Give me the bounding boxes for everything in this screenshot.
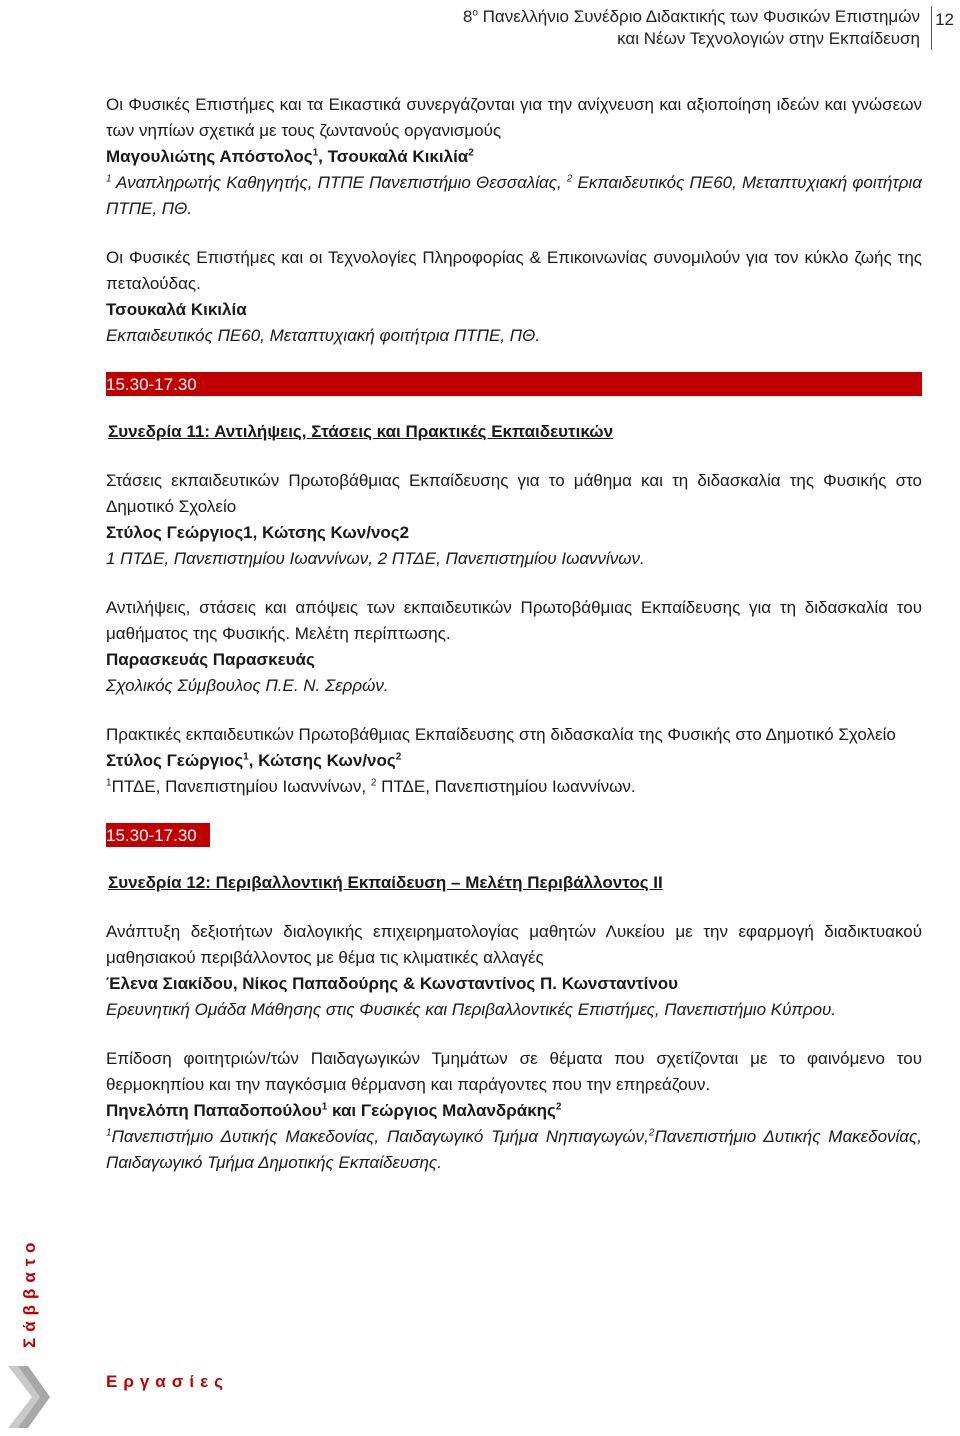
header-divider [931,6,932,50]
paper-title: Πρακτικές εκπαιδευτικών Πρωτοβάθμιας Εκπαίδευσης στη διδασκαλία της Φυσικής στο Δημοτικό Σχολείο [106,725,896,744]
paper-title: Ανάπτυξη δεξιοτήτων διαλογικής επιχειρηματολογίας μαθητών Λυκείου με την εφαρμογή διαδικτυακού μαθησιακού περιβάλλοντος με θέμα τις κλιματικές αλλαγές [106,922,922,967]
paper-authors: Πηνελόπη Παπαδοπούλου$^1$ και Γεώργιος Μαλανδράκης$^2$ [106,1101,562,1120]
paper-affiliation: $^1$ Αναπληρωτής Καθηγητής, ΠΤΠΕ Πανεπιστήμιο Θεσσαλίας, $^2$ Εκπαιδευτικός ΠΕ60, Μεταπτυχιακή φοιτήτρια ΠΤΠΕ, ΠΘ. [106,173,922,218]
session-time-bar: 15.30-17.30 [106,823,210,847]
paper-entry [106,245,922,349]
footer-section-label: Εργασίες [106,1372,230,1391]
program-content [106,92,922,1176]
paper-title: Επίδοση φοιτητριών/τών Παιδαγωγικών Τμημάτων σε θέματα που σχετίζονται με το φαινόμενο του θερμοκηπίου και την παγκόσμια θέρμανση και παράγοντες που την επηρεάζουν. [106,1049,922,1094]
side-day-label: Σάββατο [20,1236,39,1348]
paper-entry [106,468,922,572]
paper-authors: Έλενα Σιακίδου, Νίκος Παπαδούρης & Κωνσταντίνος Π. Κωνσταντίνου [106,974,679,993]
page-number: 12 [935,10,954,29]
paper-entry [106,595,922,699]
paper-authors: Στύλος Γεώργιος1, Κώτσης Κων/νος2 [106,523,410,542]
paper-title: Αντιλήψεις, στάσεις και απόψεις των εκπαιδευτικών Πρωτοβάθμιας Εκπαίδευσης για τη διδασκαλία του μαθήματος της Φυσικής. Μελέτη περίπτωσης. [106,598,922,643]
paper-affiliation: Σχολικός Σύμβουλος Π.Ε. Ν. Σερρών. [106,676,389,695]
paper-entry [106,919,922,1023]
paper-title: Οι Φυσικές Επιστήμες και οι Τεχνολογίες Πληροφορίας & Επικοινωνίας συνομιλούν για τον κύκλο ζωής της πεταλούδας. [106,248,922,293]
page-header [0,4,960,52]
paper-affiliation: Ερευνητική Ομάδα Μάθησης στις Φυσικές και Περιβαλλοντικές Επιστήμες, Πανεπιστήμιο Κύπρου. [106,1000,837,1019]
paper-entry [106,92,922,222]
session-title: Συνεδρία 12: Περιβαλλοντική Εκπαίδευση – Μελέτη Περιβάλλοντος ΙΙ [108,873,663,892]
session-title: Συνεδρία 11: Αντιλήψεις, Στάσεις και Πρακτικές Εκπαιδευτικών [108,422,614,441]
paper-authors: Παρασκευάς Παρασκευάς [106,650,315,669]
chevron-double-icon [4,1364,52,1430]
conference-title: $8^o$ Πανελλήνιο Συνέδριο Διδακτικής των Φυσικών Επιστημών και Νέων Τεχνολογιών στην Εκπαίδευση [462,7,920,48]
paper-affiliation: Εκπαιδευτικός ΠΕ60, Μεταπτυχιακή φοιτήτρια ΠΤΠΕ, ΠΘ. [106,326,541,345]
paper-entry [106,722,922,800]
paper-title: Στάσεις εκπαιδευτικών Πρωτοβάθμιας Εκπαίδευσης για το μάθημα και τη διδασκαλία της Φυσικής στο Δημοτικό Σχολείο [106,471,922,516]
paper-authors: Μαγουλιώτης Απόστολος$^1$, Τσουκαλά Κικιλία$^2$ [106,147,474,166]
paper-entry [106,1046,922,1176]
session-time-bar: 15.30-17.30 [106,372,922,396]
paper-title: Οι Φυσικές Επιστήμες και τα Εικαστικά συνεργάζονται για την ανίχνευση και αξιοποίηση ιδεών και γνώσεων των νηπίων σχετικά με τους ζωντανούς οργανισμούς [106,95,922,140]
paper-authors: Στύλος Γεώργιος$^1$, Κώτσης Κων/νος$^2$ [106,751,402,770]
paper-authors: Τσουκαλά Κικιλία [106,300,247,319]
paper-affiliation: 1 ΠΤΔΕ, Πανεπιστημίου Ιωαννίνων, 2 ΠΤΔΕ, Πανεπιστημίου Ιωαννίνων. [106,549,645,568]
paper-affiliation: $^1$ΠΤΔΕ, Πανεπιστημίου Ιωαννίνων, $^2$ ΠΤΔΕ, Πανεπιστημίου Ιωαννίνων. [106,777,636,796]
paper-affiliation: $^1$Πανεπιστήμιο Δυτικής Μακεδονίας, Παιδαγωγικό Τμήμα Νηπιαγωγών,$^2$Πανεπιστήμιο Δυτικής Μακεδονίας, Παιδαγωγικό Τμήμα Δημοτικής Εκπαίδευσης. [106,1127,922,1172]
